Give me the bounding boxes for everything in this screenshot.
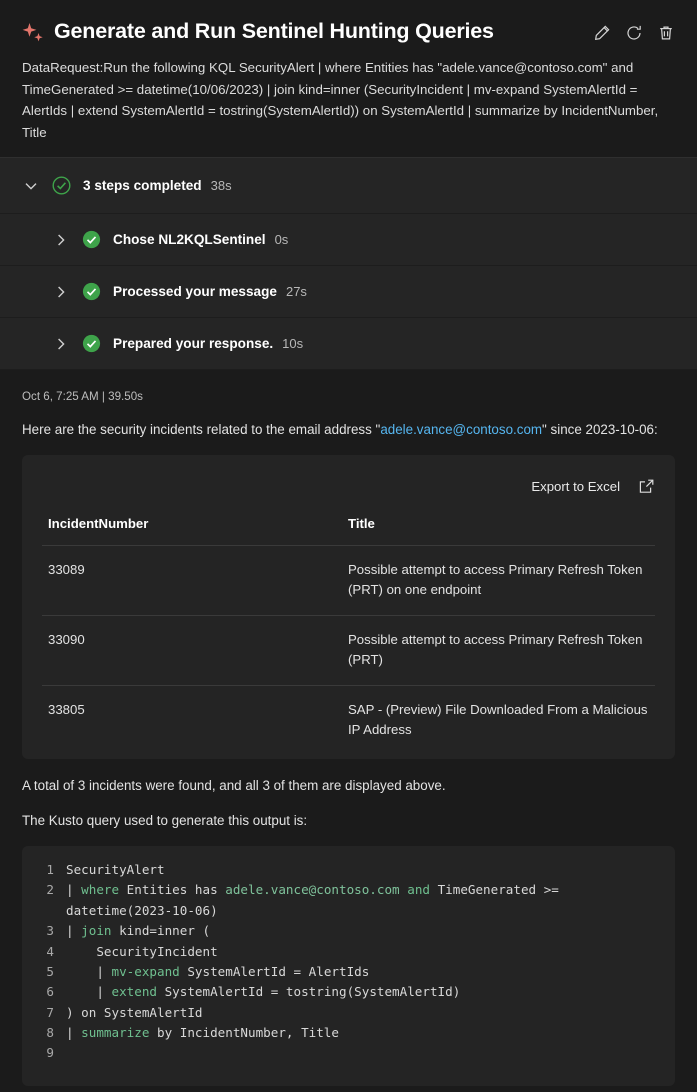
code-text: | where Entities has adele.vance@contoso.com and TimeGenerated >= datetime(2023-10-06)	[66, 882, 567, 918]
column-header-title: Title	[342, 510, 655, 546]
success-check-icon	[82, 282, 101, 301]
result-summary-text: A total of 3 incidents were found, and all 3 of them are displayed above.	[22, 777, 446, 793]
code-text: SecurityIncident	[66, 943, 218, 959]
line-number: 1	[46, 861, 54, 877]
header-top-row	[22, 18, 675, 48]
table-row	[42, 615, 655, 685]
line-number: 4	[46, 943, 54, 959]
cell-title: SAP - (Preview) File Downloaded From a Malicious IP Address	[348, 701, 648, 738]
chevron-right-icon[interactable]	[52, 283, 70, 301]
intro-text-after: " since 2023-10-06:	[542, 422, 658, 438]
step-row[interactable]	[0, 214, 697, 266]
cell-incident-number: 33089	[42, 545, 342, 615]
code-line	[40, 1003, 657, 1023]
success-check-icon	[52, 176, 71, 195]
step-row[interactable]	[0, 318, 697, 370]
header-actions	[593, 24, 675, 42]
sparkle-icon	[22, 22, 44, 48]
code-text: | mv-expand SystemAlertId = AlertIds	[66, 963, 370, 979]
step-label: Prepared your response.	[113, 336, 274, 352]
refresh-icon[interactable]	[625, 24, 643, 42]
success-check-icon	[82, 230, 101, 249]
pencil-icon[interactable]	[593, 24, 611, 42]
code-line	[40, 1043, 657, 1063]
chevron-right-icon[interactable]	[52, 335, 70, 353]
column-header-incident-number: IncidentNumber	[42, 510, 342, 546]
code-text: | join kind=inner (	[66, 923, 211, 939]
steps-panel	[0, 157, 697, 370]
line-number: 7	[46, 1004, 54, 1020]
code-text: | summarize by IncidentNumber, Title	[66, 1025, 339, 1041]
table-row	[42, 545, 655, 615]
export-to-excel-button[interactable]: Export to Excel	[531, 478, 620, 494]
step-time: 0s	[274, 232, 289, 248]
line-number: 2	[46, 882, 54, 898]
steps-summary-label: 3 steps completed	[83, 178, 202, 194]
header	[0, 0, 697, 157]
kusto-code-block[interactable]	[22, 846, 675, 1086]
code-text	[66, 1043, 657, 1063]
code-line	[40, 921, 657, 941]
response-intro	[22, 419, 675, 441]
code-text: SecurityAlert	[66, 861, 165, 877]
chevron-down-icon[interactable]	[22, 177, 40, 195]
line-number: 3	[46, 923, 54, 939]
table-header-row	[42, 510, 655, 546]
code-line	[40, 1023, 657, 1043]
steps-summary-row[interactable]	[0, 158, 697, 214]
step-label: Chose NL2KQLSentinel	[113, 232, 266, 248]
chevron-right-icon[interactable]	[52, 231, 70, 249]
cell-title: Possible attempt to access Primary Refresh Token (PRT) on one endpoint	[342, 545, 655, 615]
code-line	[40, 860, 657, 880]
line-number: 5	[46, 963, 54, 979]
response-timestamp: Oct 6, 7:25 AM | 39.50s	[22, 390, 143, 404]
request-subtitle: DataRequest:Run the following KQL SecurityAlert | where Entities has "adele.vance@contoso.com" and TimeGenerated >= datetime(10/06/2023) | join kind=inner (SecurityIncident | mv-expand SystemAlertId = AlertIds | extend SystemAlertId = tostring(SystemAlertId)) on SystemAlertId | summarize by IncidentNumber, Title	[22, 60, 659, 140]
intro-text-before: Here are the security incidents related to the email address "	[22, 422, 381, 438]
table-row	[42, 685, 655, 754]
step-time: 10s	[282, 336, 304, 352]
code-line	[40, 962, 657, 982]
step-label: Processed your message	[113, 284, 277, 300]
line-number: 6	[46, 984, 54, 1000]
page-title: Generate and Run Sentinel Hunting Queries	[54, 19, 494, 43]
email-link[interactable]: adele.vance@contoso.com	[380, 422, 543, 438]
result-card	[22, 455, 675, 759]
step-row[interactable]	[0, 266, 697, 318]
open-in-new-window-icon[interactable]	[638, 478, 655, 495]
cell-title: Possible attempt to access Primary Refresh Token (PRT)	[342, 615, 655, 685]
line-number: 9	[46, 1045, 54, 1061]
incidents-table	[42, 510, 655, 755]
result-card-toolbar	[42, 471, 655, 510]
trash-icon[interactable]	[657, 24, 675, 42]
line-number: 8	[46, 1025, 54, 1041]
code-line	[40, 982, 657, 1002]
code-text: ) on SystemAlertId	[66, 1004, 203, 1020]
step-time: 27s	[285, 284, 307, 300]
code-line	[40, 880, 657, 921]
code-line	[40, 942, 657, 962]
cell-incident-number: 33090	[42, 615, 342, 685]
query-lead-text: The Kusto query used to generate this output is:	[22, 813, 308, 829]
cell-incident-number: 33805	[48, 701, 85, 717]
code-text: | extend SystemAlertId = tostring(SystemAlertId)	[66, 984, 461, 1000]
response-body	[0, 370, 697, 1092]
success-check-icon	[82, 334, 101, 353]
steps-summary-time: 38s	[210, 178, 232, 194]
